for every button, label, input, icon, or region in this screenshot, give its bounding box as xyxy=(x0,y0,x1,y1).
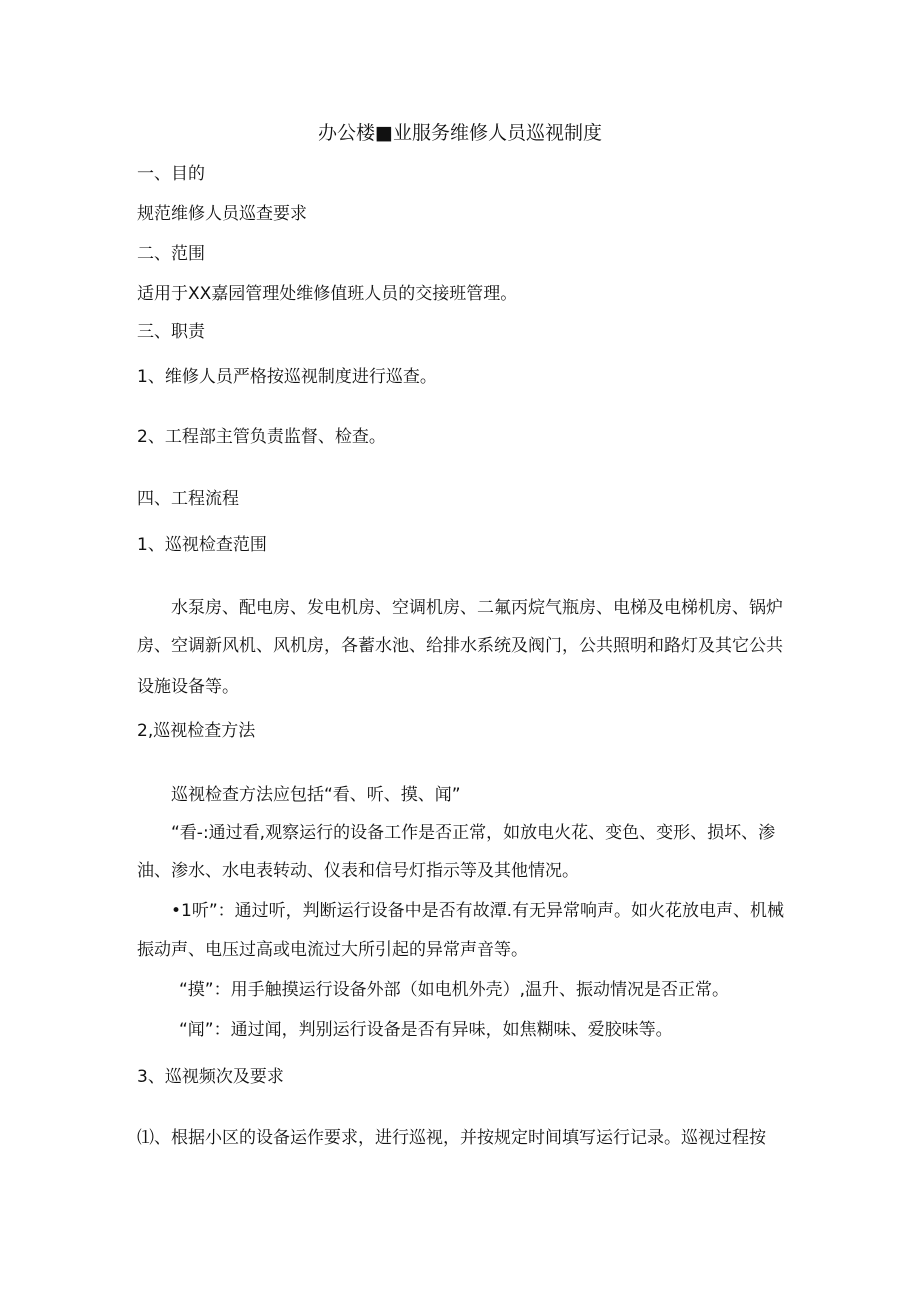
method-listen-line-1: •1听”：通过听，判断运行设备中是否有故潭.有无异常响声。如火花放电声、机械 xyxy=(171,901,785,921)
inspection-scope-line-3: 设施设备等。 xyxy=(137,677,239,697)
frequency-item-1: ⑴、根据小区的设备运作要求，进行巡视，并按规定时间填写运行记录。巡视过程按 xyxy=(137,1128,766,1148)
method-listen-line-2: 振动声、电压过高或电流过大所引起的异常声音等。 xyxy=(137,940,528,960)
inspection-method-heading: 2,巡视检查方法 xyxy=(137,721,256,741)
inspection-scope-heading: 1、巡视检查范围 xyxy=(137,535,267,555)
section-purpose-heading: 一、目的 xyxy=(137,164,205,184)
document-title: 办公楼■业服务维修人员巡视制度 xyxy=(318,122,602,144)
inspection-method-intro: 巡视检查方法应包括“看、听、摸、闻” xyxy=(171,785,461,805)
section-process-heading: 四、工程流程 xyxy=(137,489,239,509)
section-scope-heading: 二、范围 xyxy=(137,244,205,264)
duty-item-2: 2、工程部主管负责监督、检查。 xyxy=(137,427,386,447)
method-look-line-1: “看-:通过看,观察运行的设备工作是否正常，如放电火花、变色、变形、损坏、渗 xyxy=(171,823,776,843)
section-duties-heading: 三、职责 xyxy=(137,322,205,342)
method-look-line-2: 油、渗水、水电表转动、仪表和信号灯指示等及其他情况。 xyxy=(137,861,579,881)
duty-item-1: 1、维修人员严格按巡视制度进行巡查。 xyxy=(137,367,437,387)
inspection-scope-line-1: 水泵房、配电房、发电机房、空调机房、二氟丙烷气瓶房、电梯及电梯机房、锅炉 xyxy=(171,598,783,618)
inspection-scope-line-2: 房、空调新风机、风机房，各蓄水池、给排水系统及阀门，公共照明和路灯及其它公共 xyxy=(137,636,783,656)
section-purpose-text: 规范维修人员巡查要求 xyxy=(137,204,307,224)
section-scope-text: 适用于XX嘉园管理处维修值班人员的交接班管理。 xyxy=(137,284,518,304)
method-touch: “摸”：用手触摸运行设备外部（如电机外壳）,温升、振动情况是否正常。 xyxy=(179,980,730,1000)
method-smell: “闻”：通过闻，判别运行设备是否有异味，如焦糊味、爱胶味等。 xyxy=(179,1020,673,1040)
inspection-frequency-heading: 3、巡视频次及要求 xyxy=(137,1067,284,1087)
